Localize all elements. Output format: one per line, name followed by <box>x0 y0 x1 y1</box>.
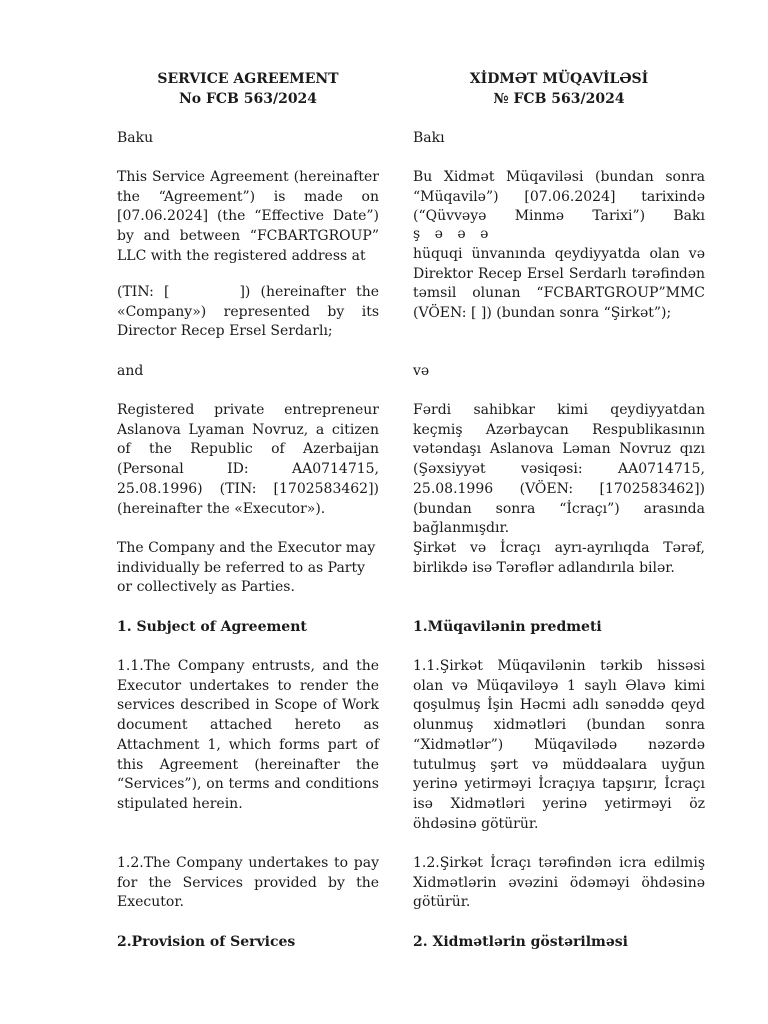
intro-fragment-az: ş ə ə ə <box>413 226 489 242</box>
company-tin-paragraph <box>117 283 379 342</box>
parties-paragraph: The Company and the Executor may individually be referred to as Party or collectively as Parties. <box>117 540 376 596</box>
clause-1-1: 1.1.The Company entrusts, and the Executor undertakes to render the services described in Scope of Work document attached hereto as Attachment 1, which forms part of this Agreement (hereinafter the “Services”), on terms and conditions stipulated herein. <box>117 658 379 812</box>
clause-1-1-az: 1.1.Şirkət Müqavilənin tərkib hissəsi olan və Müqaviləyə 1 saylı Əlavə kimi qoşulmuş İşin Həcmi adlı sənəddə qeyd olunmuş xidmətləri (bundan sonra “Xidmətlər”) Müqavilədə nəzərdə tutulmuş şərt və müddəalara uyğun yerinə yetirməyi İcraçıya tapşırır, İcraçı isə Xidmətləri yerinə yetirməyi öz öhdəsinə götürür. <box>413 658 705 832</box>
agreement-title-az: XİDMƏT MÜQAVİLƏSİ <box>469 71 649 87</box>
agreement-number-az: № FCB 563/2024 <box>493 91 625 107</box>
company-paragraph-az: hüquqi ünvanında qeydiyyatda olan və Direktor Recep Ersel Serdarlı tərəfindən təmsil olunan “FCBARTGROUP”MMC (VÖEN: [ ]) (bundan sonra “Şirkət”); <box>413 246 705 322</box>
agreement-title: SERVICE AGREEMENT <box>157 71 339 87</box>
clause-1-2: 1.2.The Company undertakes to pay for the Services provided by the Executor. <box>117 855 379 911</box>
executor-paragraph-az: Fərdi sahibkar kimi qeydiyyatdan keçmiş Azərbaycan Respublikasının vətəndaşı Aslanova Ləman Novruz qızı (Şəxsiyyət vəsiqəsi: AA0714715, 25.08.1996 (VÖEN: [1702583462]) (bundan sonra “İcraçı”) arasında bağlanmışdır. <box>413 402 705 537</box>
executor-paragraph: Registered private entrepreneur Aslanova Lyaman Novruz, a citizen of the Republic of Azerbaijan (Personal ID: AA0714715, 25.08.1996) (TIN: [1702583462]) (hereinafter the «Executor»). <box>117 402 379 517</box>
section-2-heading: 2.Provision of Services <box>117 934 296 950</box>
section-1-heading-az: 1.Müqavilənin predmeti <box>413 619 602 635</box>
intro-paragraph-az: Bu Xidmət Müqaviləsi (bundan sonra “Müqavilə”) [07.06.2024] tarixində (“Qüvvəyə Minmə Tarixi”) Bakı <box>413 169 705 225</box>
city-az: Bakı <box>413 130 445 146</box>
section-2-heading-az: 2. Xidmətlərin göstərilməsi <box>413 934 628 950</box>
and-separator-az: və <box>413 363 430 379</box>
tin-suffix: ]) (hereinafter the «Company») represented by its Director Recep Ersel Serdarlı; <box>117 284 379 340</box>
agreement-number: No FCB 563/2024 <box>178 91 318 107</box>
tin-prefix: (TIN: [ <box>117 284 170 300</box>
parties-paragraph-az: Şirkət və İcraçı ayrı-ayrılıqda Tərəf, birlikdə isə Tərəflər adlandırıla bilər. <box>413 540 705 576</box>
section-1-heading: 1. Subject of Agreement <box>117 619 307 635</box>
and-separator: and <box>117 363 144 379</box>
city: Baku <box>117 130 154 146</box>
clause-1-2-az: 1.2.Şirkət İcraçı tərəfindən icra edilmiş Xidmətlərin əvəzini ödəməyi öhdəsinə götürür. <box>413 855 705 911</box>
intro-paragraph: This Service Agreement (hereinafter the “Agreement”) is made on [07.06.2024] (the “Effective Date”) by and between “FCBARTGROUP” LLC with the registered address at <box>117 169 379 264</box>
